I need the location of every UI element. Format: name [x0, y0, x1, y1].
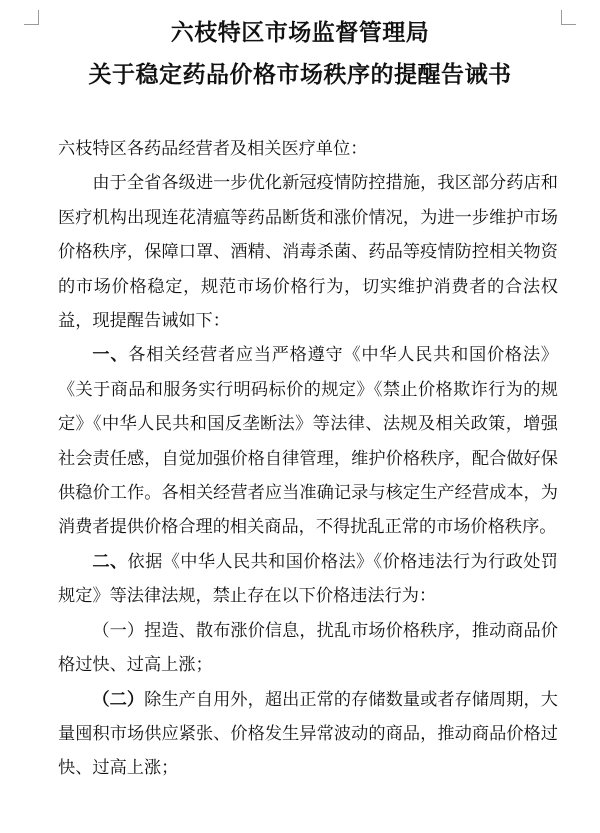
paragraph-point-1-lead: 一、 [92, 345, 129, 366]
paragraph-intro-text: 由于全省各级进一步优化新冠疫情防控措施，我区部分药店和医疗机构出现连花清瘟等药品断货和涨价情况，为进一步维护市场价格秩序，保障口罩、酒精、消毒杀菌、药品等疫情防控相关物资的市场价格稳定，规范市场价格行为，切实维护消费者的合法权益，现提醒告诫如下： [58, 173, 558, 332]
paragraph-sub-2 [58, 683, 558, 786]
paragraph-sub-2-text: 除生产自用外，超出正常的存储数量或者存储周期，大量囤积市场供应紧张、价格发生异常波动的商品，推动商品价格过快、过高上涨； [58, 689, 558, 779]
paragraph-point-2-lead: 二、 [92, 551, 128, 572]
document-title-line2: 关于稳定药品价格市场秩序的提醒告诫书 [88, 62, 512, 88]
document-body [58, 132, 558, 786]
paragraph-point-1-text: 各相关经营者应当严格遵守《中华人民共和国价格法》《关于商品和服务实行明码标价的规定》《禁止价格欺诈行为的规定》《中华人民共和国反垄断法》等法律、法规及相关政策，增强社会责任感，自觉加强价格自律管理，维护价格秩序，配合做好保供稳价工作。各相关经营者应当准确记录与核定生产经营成本，为消费者提供价格合理的相关商品，不得扰乱正常的市场价格秩序。 [58, 345, 558, 538]
paragraph-sub-1-lead: （一） [92, 620, 145, 641]
paragraph-point-2-text: 依据《中华人民共和国价格法》《价格违法行为行政处罚规定》等法律法规，禁止存在以下价格违法行为： [58, 551, 558, 607]
paragraph-sub-1 [58, 614, 558, 683]
salutation: 六枝特区各药品经营者及相关医疗单位： [58, 139, 368, 159]
paragraph-point-1 [58, 338, 558, 544]
document-title-line1: 六枝特区市场监督管理局 [170, 20, 430, 46]
paragraph-sub-1-text: 捏造、散布涨价信息，扰乱市场价格秩序，推动商品价格过快、过高上涨； [58, 620, 558, 676]
paragraph-point-2 [58, 545, 558, 614]
paragraph-sub-2-lead: （二） [92, 689, 145, 710]
paragraph-intro [58, 166, 558, 338]
